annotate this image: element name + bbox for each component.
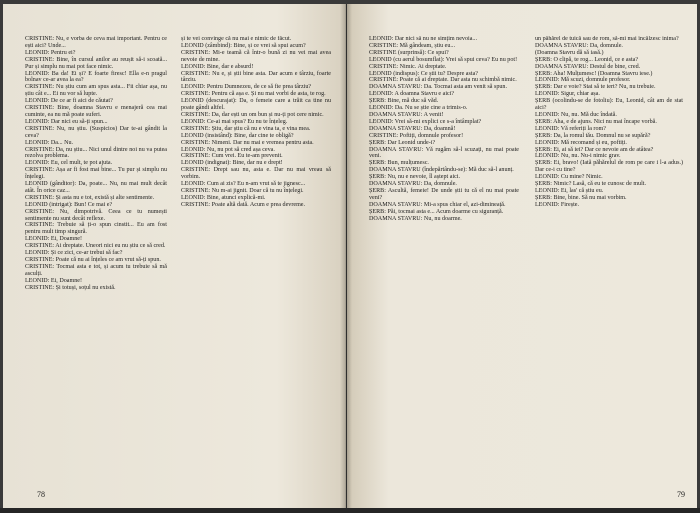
dialogue-line: LEONID: Ei, las' că știu eu. [535, 187, 604, 194]
dialogue-line: LEONID: Bine, atunci explică-mi. [181, 194, 266, 201]
right-page-column-2 [535, 36, 683, 486]
dialogue-line: CRISTINE: Nu, e vorba de ceva mai important. Pentru ce ești aici? Unde... [25, 36, 167, 49]
dialogue-line: LEONID (indignat): Bine, dar nu e drept! [181, 160, 283, 167]
dialogue-line: CRISTINE: Pentru că așa e. Și nu mai vorbi de asta, te rog. [181, 91, 326, 98]
dialogue-line: LEONID: Și ce zici, ce-ar trebui să fac? [25, 250, 123, 257]
dialogue-line: LEONID: A doamna Stavru e aici? [369, 91, 455, 98]
dialogue-line: ȘERB: Da, la romul tău. Domnul nu se supără? [535, 132, 651, 139]
dialogue-line: DOAMNA STAVRU: Da, domnule. [535, 42, 623, 49]
dialogue-line: (Doamna Stavru dă să iasă.) [535, 49, 604, 56]
left-page [3, 4, 346, 510]
dialogue-line: CRISTINE: Așa ar fi fost mai bine... Tu pur și simplu nu înțelegi. [25, 167, 167, 181]
dialogue-line: ȘERB: Dar e voie? Stai să te iert? Nu, nu trebuie. [535, 84, 656, 91]
dialogue-line: CRISTINE: Mă gândeam, știu eu... [369, 42, 455, 49]
dialogue-line: ȘERB: Nimic? Lasă, că eu te cunosc de mult. [535, 181, 647, 188]
dialogue-line: CRISTINE: Bine, în cursul anilor au reușit să-i scoată... Pur și simplu nu mai pot face nimic. [25, 56, 167, 70]
dialogue-line: DOAMNA STAVRU: Da, doamnă! [369, 125, 456, 132]
page-edge [0, 508, 700, 513]
dialogue-line: CRISTINE: Poftiți, domnule profesor! [369, 132, 464, 139]
left-page-column-1 [25, 36, 167, 486]
dialogue-line: CRISTINE: Tocmai asta e tot, și acum tu trebuie să mă asculți. [25, 263, 167, 277]
dialogue-line: LEONID: Ei, Doamne! [25, 236, 83, 243]
dialogue-line: LEONID: Vă referiți la rom? [535, 125, 606, 132]
dialogue-line: CRISTINE: Poate că ai dreptate. Dar asta nu schimbă nimic. [369, 77, 517, 84]
dialogue-line: LEONID: Dar nici eu să-ți spun... [25, 118, 108, 125]
page-number-right: 79 [677, 490, 685, 499]
dialogue-line: LEONID: Eu, cel mult, te pot ajuta. [25, 160, 113, 167]
dialogue-line: LEONID: Sigur, chiar așa. [535, 91, 600, 98]
dialogue-line: ȘERB: Ei, ai să iei? Dar ce nevoie am de atâtea? [535, 146, 654, 153]
dialogue-line: LEONID: Nu, nu. Nu-i nimic grav. [535, 153, 621, 160]
dialogue-line: LEONID (insistând): Bine, dar cine te obligă? [181, 132, 294, 139]
dialogue-line: LEONID: Vrei să-mi explici ce s-a întâmplat? [369, 118, 482, 125]
dialogue-line: LEONID: Bine, dar e absurd! [181, 63, 254, 70]
dialogue-line: CRISTINE (surprinsă): Ce spui? [369, 49, 449, 56]
dialogue-line: CRISTINE: Nimeni. Dar nu mai e vremea pentru asta. [181, 139, 314, 146]
dialogue-line: LEONID: Mă recomand și eu, poftiți. [535, 139, 627, 146]
dialogue-line: LEONID: Ei, Doamne! [25, 277, 83, 284]
dialogue-line: CRISTINE: Mi-e teamă că într-o bună zi nu vei mai avea nevoie de mine. [181, 49, 331, 63]
dialogue-line: LEONID: De ce ar fi aici de căutat? [25, 98, 113, 105]
dialogue-line: CRISTINE: Poate că nu ai înțeles ce am vrut să-ți spun. [25, 257, 161, 263]
dialogue-line: CRISTINE: Și totuși, soțul nu există. [25, 284, 116, 291]
dialogue-line: LEONID: Mă scuzi, domnule profesor. [535, 77, 631, 84]
dialogue-line: ȘERB: Nu, nu e nevoie, îl aștept aici. [369, 174, 461, 181]
dialogue-line: CRISTINE: Da, nu știu... Nici unul dintre noi nu va putea rezolva problema. [25, 146, 167, 160]
dialogue-line: CRISTINE: Știu, dar știu că nu e vina ta, e vina mea. [181, 125, 311, 132]
dialogue-line: DOAMNA STAVRU: A venit! [369, 111, 444, 118]
dialogue-line: CRISTINE: Ai dreptate. Uneori nici eu nu știu ce să cred. [25, 243, 166, 250]
dialogue-line: și te vei convinge că nu mai e nimic de făcut. [181, 36, 292, 42]
dialogue-line: CRISTINE: Drept sau nu, asta e. Dar nu mai vreau să vorbim. [181, 167, 331, 181]
dialogue-line: ȘERB: Păi, tocmai asta e... Acum doarme cu siguranță. [369, 208, 504, 215]
dialogue-line: CRISTINE: Nimic. Ai dreptate. [369, 63, 447, 70]
dialogue-line: ȘERB: Ei, bravo! (Iată păhărelul de rom pe care i l-a adus.) Dar ce-i cu tine? [535, 160, 683, 174]
dialogue-line: LEONID: Pentru Dumnezeu, de ce să fie prea târziu? [181, 84, 312, 91]
dialogue-line: CRISTINE: Bine, doamna Stavru e menajeră cea mai cuminte, ea nu mă poate suferi. [25, 105, 167, 118]
dialogue-line: DOAMNA STAVRU: Destul de bine, cred. [535, 63, 641, 70]
dialogue-line: LEONID: Cu mine? Nimic. [535, 174, 603, 181]
dialogue-line: ȘERB: Bine, bine. Să nu mai vorbim. [535, 194, 627, 201]
dialogue-line: ȘERB: Dar Leonid unde-i? [369, 139, 436, 146]
dialogue-line: LEONID: Nu, nu. Mă duc îndată. [535, 111, 617, 118]
dialogue-line: DOAMNA STAVRU: Da. Tocmai asta am venit să spun. [369, 84, 507, 91]
dialogue-line: ȘERB: Bun, mulțumesc. [369, 160, 429, 167]
dialogue-line: CRISTINE: Nu m-ai jignit. Doar că tu nu înțelegi. [181, 187, 304, 194]
dialogue-line: DOAMNA STAVRU: Vă rugăm să-l scuzați, nu mai poate veni. [369, 146, 519, 160]
dialogue-line: LEONID: Cum ai zis? Eu n-am vrut să te jignesc... [181, 181, 306, 188]
dialogue-line: un păhărel de tuică sau de rom, să-mi mai încălzesc inima? [535, 36, 679, 42]
dialogue-line: DOAMNA STAVRU (îndepărtându-se): Mă duc să-l anunț. [369, 167, 514, 174]
dialogue-line: ȘERB (ocolindu-se de fotoliu): Eu, Leonid, cât am de stat aici? [535, 98, 683, 112]
dialogue-line: LEONID: Ce-ai mai spus? Eu nu te înțeleg. [181, 118, 288, 125]
left-page-column-2 [181, 36, 331, 486]
dialogue-line: CRISTINE: Nu știu cum am spus asta... Fii chiar așa, nu știu cât e... Ei nu vor să lupte. [25, 84, 167, 98]
dialogue-line: LEONID (gânditor): Da, poate... Nu, nu mai mult decât atât. În orice caz... [25, 181, 167, 194]
dialogue-line: DOAMNA STAVRU: Nu, nu doarme. [369, 215, 462, 222]
dialogue-line: LEONID: Pentru ei? [25, 49, 76, 56]
dialogue-line: CRISTINE: Cum vrei. Eu te-am prevenit. [181, 153, 283, 160]
dialogue-line: CRISTINE: Trebuie să ți-o spun cinstit... Eu am fost pentru mult timp singură. [25, 222, 167, 236]
dialogue-line: LEONID (intrigat): Bun! Ce mai e? [25, 201, 113, 208]
dialogue-line: CRISTINE: Nu e, și știi bine asta. Dar acum e târziu, foarte târziu. [181, 70, 331, 84]
dialogue-line: LEONID: Ba da! Ei și? E foarte firesc! Ella e-n pragul bolnav ce-ar avea la ea? [25, 70, 167, 84]
right-page [347, 4, 697, 510]
dialogue-line: CRISTINE: Da, dar ești un om bun și nu-ți pot cere nimic. [181, 111, 324, 118]
page-number-left: 78 [37, 490, 45, 499]
dialogue-line: ȘERB: Aha, e de ajuns. Nici nu mai încape vorbă. [535, 118, 657, 125]
dialogue-line: CRISTINE: Nu, dimpotrivă. Ceea ce tu numești sentimente nu sunt decât reflexe. [25, 208, 167, 222]
dialogue-line: LEONID: Dar nici să nu ne simțim nevoia... [369, 36, 477, 42]
dialogue-line: ȘERB: Bine, mă duc să văd. [369, 98, 439, 105]
dialogue-line: LEONID (zâmbind): Bine, și ce vrei să spui acum? [181, 42, 306, 49]
dialogue-line: LEONID (indispus): Ce știi tu? Despre asta? [369, 70, 478, 77]
dialogue-line: CRISTINE: Și asta nu e tot, există și alte sentimente. [25, 194, 155, 201]
dialogue-line: LEONID: Da. Nu se știe cine a trimis-o. [369, 105, 468, 112]
dialogue-line: LEONID (descurajat): Da, o femeie care a trăit ca tine nu poate gândi altfel. [181, 98, 331, 112]
right-page-column-1 [369, 36, 519, 486]
dialogue-line: CRISTINE: Nu, nu știu. (Suspicios) Dar te-ai gândit la ceva? [25, 125, 167, 139]
dialogue-line: ȘERB: O clipă, te rog... Leonid, ce e asta? [535, 56, 639, 63]
dialogue-line: LEONID: Nu, nu pot să cred așa ceva. [181, 146, 275, 153]
dialogue-line: ȘERB: Aha! Mulțumesc! (Doamna Stavru iese.) [535, 70, 653, 77]
dialogue-line: DOAMNA STAVRU: Da, domnule. [369, 181, 457, 188]
dialogue-line: LEONID: Firește. [535, 201, 580, 208]
dialogue-line: DOAMNA STAVRU: Mi-a spus chiar el, azi-dimineață. [369, 201, 506, 208]
dialogue-line: ȘERB: Ascultă, femeie! De unde știi tu că el nu mai poate veni? [369, 187, 519, 201]
dialogue-line: CRISTINE: Poate altă dată. Acum e prea devreme. [181, 201, 306, 208]
dialogue-line: LEONID: Da... Nu. [25, 139, 74, 146]
dialogue-line: LEONID (cu aerul bosumflat): Vrei să spui ceva? Eu nu pot! [369, 56, 518, 63]
